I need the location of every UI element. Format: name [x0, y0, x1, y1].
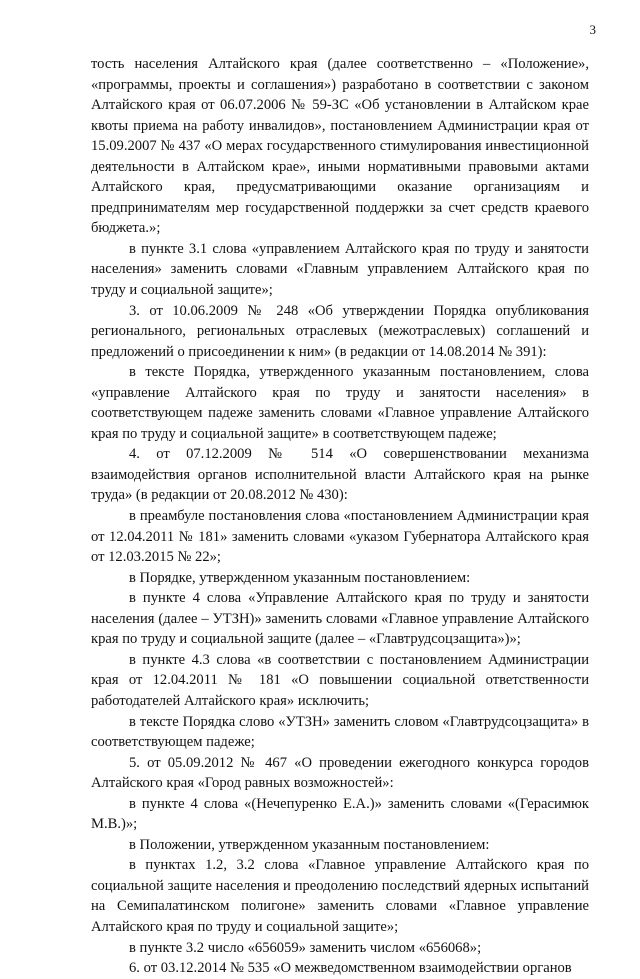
paragraph: в пункте 4 слова «(Нечепуренко Е.А.)» заменить словами «(Герасимюк М.В.)»;: [91, 795, 589, 833]
paragraph: в пункте 3.2 число «656059» заменить числом «656068»;: [129, 939, 482, 956]
paragraph: тость населения Алтайского края (далее соответственно – «Положение», «программы, проекты и соглашения») разработано в соответствии с законом Алтайского края от 06.07.2006 № 59-ЗС «Об установлении в Алтайском крае квоты приема на работу инвалидов», постановлением Администрации края от 15.09.2007 № 437 «О мерах государственного стимулирования инвестиционной деятельности в Алтайском крае», иными нормативными правовыми актами Алтайского края, предусматривающими оказание организациям и предпринимателям мер государственной поддержки за счет средств краевого бюджета.»;: [91, 56, 589, 237]
paragraph: в пунктах 1.2, 3.2 слова «Главное управление Алтайского края по социальной защите населения и преодолению последствий ядерных испытаний на Семипалатинском полигоне» заменить словами «Главное управление Алтайского края по труду и социальной защите»;: [91, 857, 589, 935]
paragraph: 5. от 05.09.2012 № 467 «О проведении ежегодного конкурса городов Алтайского края «Город равных возможностей»:: [91, 754, 589, 792]
paragraph: в пункте 4 слова «Управление Алтайского края по труду и занятости населения (далее – УТЗН)» заменить словами «Главное управление Алтайского края по труду и социальной защите (далее – «Главтрудсоцзащита»)»;: [91, 590, 589, 648]
paragraph: в тексте Порядка слово «УТЗН» заменить словом «Главтрудсоцзащита» в соответствующем падеже;: [91, 713, 589, 751]
page-number: 3: [589, 22, 596, 37]
paragraph: в преамбуле постановления слова «постановлением Администрации края от 12.04.2011 № 181» заменить словами «указом Губернатора Алтайского края от 12.03.2015 № 22»;: [91, 508, 589, 566]
paragraph: 4. от 07.12.2009 № 514 «О совершенствовании механизма взаимодействия органов исполнительной власти Алтайского края на рынке труда» (в редакции от 20.08.2012 № 430):: [91, 446, 589, 504]
document-body: [91, 54, 589, 979]
paragraph: в пункте 4.3 слова «в соответствии с постановлением Администрации края от 12.04.2011 № 181 «О повышении социальной ответственности работодателей Алтайского края» исключить;: [91, 651, 589, 709]
paragraph: 3. от 10.06.2009 № 248 «Об утверждении Порядка опубликования регионального, региональных отраслевых (межотраслевых) соглашений и предложений о присоединении к ним» (в редакции от 14.08.2014 № 391):: [91, 302, 589, 360]
paragraph: в тексте Порядка, утвержденного указанным постановлением, слова «управление Алтайского края по труду и занятости населения» в соответствующем падеже заменить словами «Главное управление Алтайского края по труду и социальной защите» в соответствующем падеже;: [91, 364, 589, 442]
paragraph: в Порядке, утвержденном указанным постановлением:: [129, 569, 471, 586]
paragraph: в Положении, утвержденном указанным постановлением:: [129, 836, 490, 853]
paragraph: в пункте 3.1 слова «управлением Алтайского края по труду и занятости населения» заменить словами «Главным управлением Алтайского края по труду и социальной защите»;: [91, 240, 589, 299]
paragraph: 6. от 03.12.2014 № 535 «О межведомственном взаимодействии органов: [129, 960, 572, 977]
